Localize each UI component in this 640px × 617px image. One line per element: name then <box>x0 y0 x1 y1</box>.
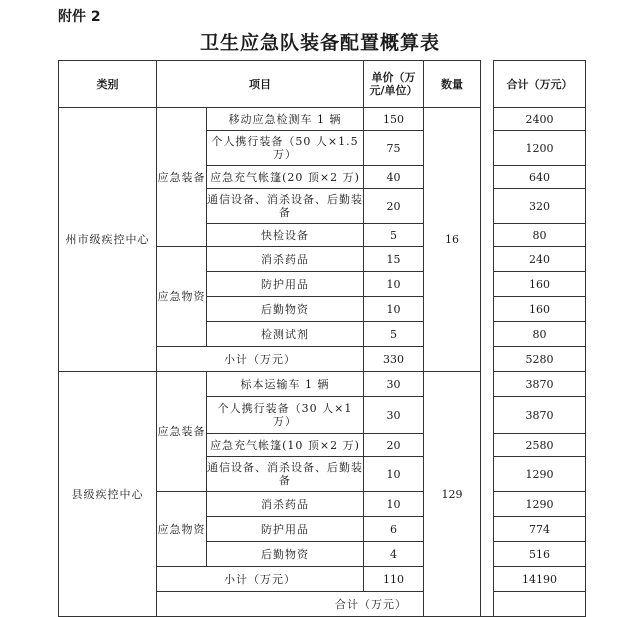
quantity-cell: 16 <box>424 108 481 372</box>
item-price: 5 <box>364 322 424 347</box>
item-price: 10 <box>364 272 424 297</box>
header-total: 合计（万元） <box>494 61 586 108</box>
column-gap <box>481 61 494 108</box>
item-price: 40 <box>364 166 424 189</box>
item-total: 774 <box>494 517 586 542</box>
quantity-cell: 129 <box>424 372 481 617</box>
subtotal-price: 330 <box>364 347 424 372</box>
subtotal-label: 小计（万元） <box>157 347 364 372</box>
group-cell: 应急装备 <box>157 372 207 492</box>
item-total: 160 <box>494 297 586 322</box>
item-name: 标本运输车 1 辆 <box>207 372 364 397</box>
item-price: 5 <box>364 224 424 247</box>
item-price: 15 <box>364 247 424 272</box>
item-total: 80 <box>494 322 586 347</box>
item-name: 应急充气帐篷(20 顶×2 万) <box>207 166 364 189</box>
item-price: 30 <box>364 372 424 397</box>
item-total: 1290 <box>494 457 586 492</box>
item-price: 4 <box>364 542 424 567</box>
item-total: 1200 <box>494 131 586 166</box>
attachment-label: 附件 2 <box>58 9 101 25</box>
header-quantity: 数量 <box>424 61 481 108</box>
item-name: 应急充气帐篷(10 顶×2 万) <box>207 434 364 457</box>
item-name: 个人携行装备（50 人×1.5 万） <box>207 131 364 166</box>
item-total: 240 <box>494 247 586 272</box>
item-price: 150 <box>364 108 424 131</box>
item-price: 10 <box>364 492 424 517</box>
item-total: 516 <box>494 542 586 567</box>
item-total: 320 <box>494 189 586 224</box>
category-cell: 州市级疾控中心 <box>59 108 157 372</box>
item-name: 个人携行装备（30 人×1 万） <box>207 397 364 434</box>
group-cell: 应急物资 <box>157 247 207 347</box>
table-header-row <box>59 61 586 108</box>
header-item: 项目 <box>157 61 364 108</box>
item-total: 1290 <box>494 492 586 517</box>
subtotal-total: 5280 <box>494 347 586 372</box>
subtotal-price: 110 <box>364 567 424 592</box>
item-name: 通信设备、消杀设备、后勤装备 <box>207 457 364 492</box>
item-price: 20 <box>364 189 424 224</box>
item-name: 检测试剂 <box>207 322 364 347</box>
table-row <box>59 108 586 131</box>
column-gap <box>481 372 494 617</box>
group-cell: 应急物资 <box>157 492 207 567</box>
grand-total-label: 合计（万元） <box>157 592 586 617</box>
item-price: 20 <box>364 434 424 457</box>
item-name: 移动应急检测车 1 辆 <box>207 108 364 131</box>
item-price: 6 <box>364 517 424 542</box>
item-total: 2400 <box>494 108 586 131</box>
subtotal-label: 小计（万元） <box>157 567 364 592</box>
item-total: 3870 <box>494 372 586 397</box>
item-name: 消杀药品 <box>207 247 364 272</box>
item-name: 防护用品 <box>207 517 364 542</box>
item-total: 160 <box>494 272 586 297</box>
item-name: 防护用品 <box>207 272 364 297</box>
column-gap <box>481 108 494 372</box>
header-category: 类别 <box>59 61 157 108</box>
item-name: 后勤物资 <box>207 297 364 322</box>
item-price: 75 <box>364 131 424 166</box>
budget-table <box>58 60 586 617</box>
header-unit-price: 单价（万元/单位） <box>364 61 424 108</box>
item-total: 3870 <box>494 397 586 434</box>
item-price: 10 <box>364 457 424 492</box>
category-cell: 县级疾控中心 <box>59 372 157 617</box>
item-name: 消杀药品 <box>207 492 364 517</box>
item-total: 80 <box>494 224 586 247</box>
table-row <box>59 372 586 397</box>
item-name: 后勤物资 <box>207 542 364 567</box>
item-price: 30 <box>364 397 424 434</box>
group-cell: 应急装备 <box>157 108 207 247</box>
subtotal-total: 14190 <box>494 567 586 592</box>
item-total: 640 <box>494 166 586 189</box>
item-price: 10 <box>364 297 424 322</box>
item-name: 通信设备、消杀设备、后勤装备 <box>207 189 364 224</box>
page-title: 卫生应急队装备配置概算表 <box>199 32 440 54</box>
item-name: 快检设备 <box>207 224 364 247</box>
item-total: 2580 <box>494 434 586 457</box>
